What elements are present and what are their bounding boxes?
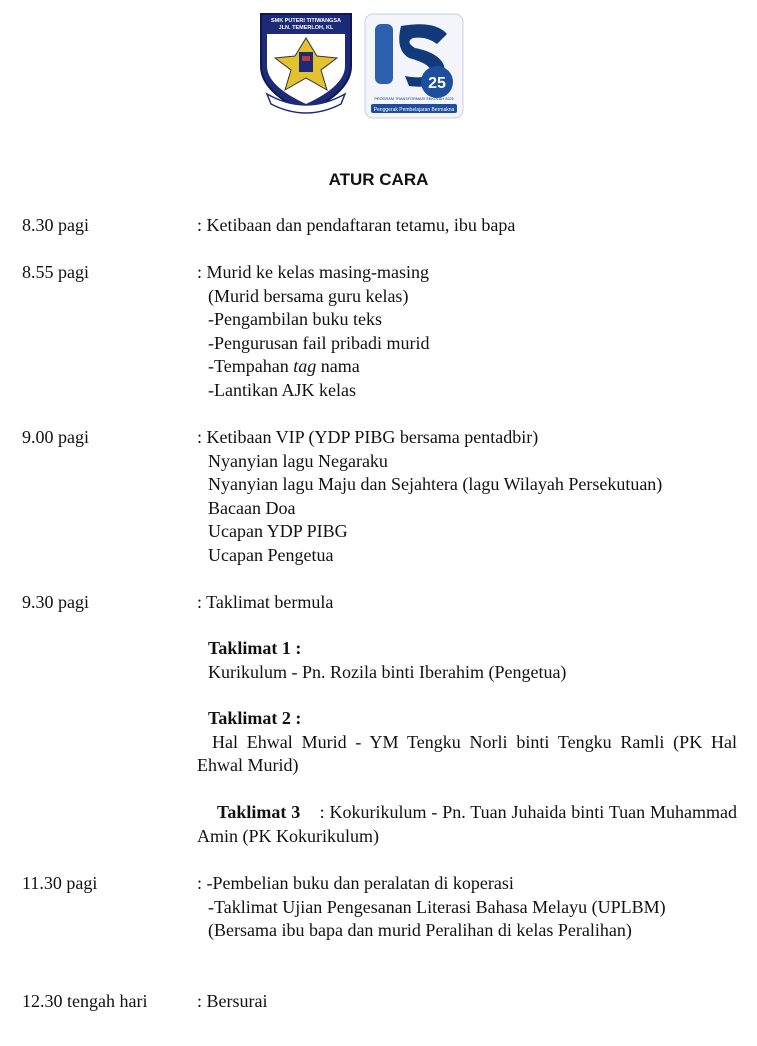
item-line: : Ketibaan VIP (YDP PIBG bersama pentadbir) xyxy=(197,427,539,447)
item-line: -Pengurusan fail pribadi murid xyxy=(208,332,430,353)
page-title: ATUR CARA xyxy=(328,170,429,189)
svg-text:25: 25 xyxy=(428,75,446,92)
briefing-label: Taklimat 1 : xyxy=(208,638,302,658)
time-0900: 9.00 pagi xyxy=(22,427,89,447)
item-line: (Bersama ibu bapa dan murid Peralihan di kelas Peralihan) xyxy=(208,920,632,940)
briefing-1 xyxy=(197,637,737,684)
item-0900 xyxy=(197,426,737,567)
program-25-logo xyxy=(365,14,463,118)
briefing-2 xyxy=(197,707,737,778)
svg-text:JLN. TEMERLOH, KL: JLN. TEMERLOH, KL xyxy=(278,25,334,31)
item-line: : Ketibaan dan pendaftaran tetamu, ibu bapa xyxy=(197,215,516,235)
item-line: : Taklimat bermula xyxy=(197,592,334,612)
item-line: : Bersurai xyxy=(197,991,268,1011)
item-1130 xyxy=(197,872,737,943)
briefing-text: : Kokurikulum - Pn. Tuan Juhaida binti Tuan Muhammad Amin (PK Kokurikulum) xyxy=(197,802,738,846)
briefing-label: Taklimat 2 : xyxy=(208,708,302,728)
briefing-label: Taklimat 3 xyxy=(217,802,301,822)
item-line: Nyanyian lagu Maju dan Sejahtera (lagu Wilayah Persekutuan) xyxy=(208,474,663,494)
svg-text:Penggerak Pembelajaran Bermakn: Penggerak Pembelajaran Bermakna xyxy=(373,107,455,113)
briefing-text: Kurikulum - Pn. Rozila binti Iberahim (Pengetua) xyxy=(208,661,567,682)
item-line: -Lantikan AJK kelas xyxy=(208,379,356,400)
svg-text:SMK PUTERI TITIWANGSA: SMK PUTERI TITIWANGSA xyxy=(271,18,341,24)
item-line: (Murid bersama guru kelas) xyxy=(208,285,409,306)
item-text: nama xyxy=(316,356,360,376)
time-0855: 8.55 pagi xyxy=(22,262,89,282)
item-0930 xyxy=(197,591,737,615)
item-line: : -Pembelian buku dan peralatan di koperasi xyxy=(197,873,514,893)
briefing-text: Hal Ehwal Murid - YM Tengku Norli binti Tengku Ramli (PK Hal Ehwal Murid) xyxy=(197,731,737,775)
item-1230 xyxy=(197,990,737,1014)
item-line: : Murid ke kelas masing-masing xyxy=(197,262,429,282)
item-line xyxy=(197,355,737,379)
time-1230: 12.30 tengah hari xyxy=(22,991,148,1011)
item-0830 xyxy=(197,214,737,238)
item-text: -Tempahan xyxy=(208,356,294,376)
logos-graphic xyxy=(257,12,467,122)
svg-text:PROGRAM TRANSFORMASI SEKOLAH 2: PROGRAM TRANSFORMASI SEKOLAH 2025 xyxy=(374,97,454,101)
header-logos xyxy=(257,12,467,122)
item-0855 xyxy=(197,261,737,402)
item-line: -Pengambilan buku teks xyxy=(208,309,382,329)
time-0830: 8.30 pagi xyxy=(22,215,89,235)
item-line: Bacaan Doa xyxy=(208,497,296,518)
school-crest-logo xyxy=(261,14,351,113)
time-0930: 9.30 pagi xyxy=(22,592,89,612)
item-text-italic: tag xyxy=(293,356,317,376)
item-line: Nyanyian lagu Negaraku xyxy=(208,450,388,471)
item-line: Ucapan Pengetua xyxy=(208,544,334,565)
item-line: Ucapan YDP PIBG xyxy=(208,521,348,541)
time-1130: 11.30 pagi xyxy=(22,873,98,893)
briefing-3 xyxy=(197,801,737,848)
item-line: -Taklimat Ujian Pengesanan Literasi Bahasa Melayu (UPLBM) xyxy=(208,896,666,917)
